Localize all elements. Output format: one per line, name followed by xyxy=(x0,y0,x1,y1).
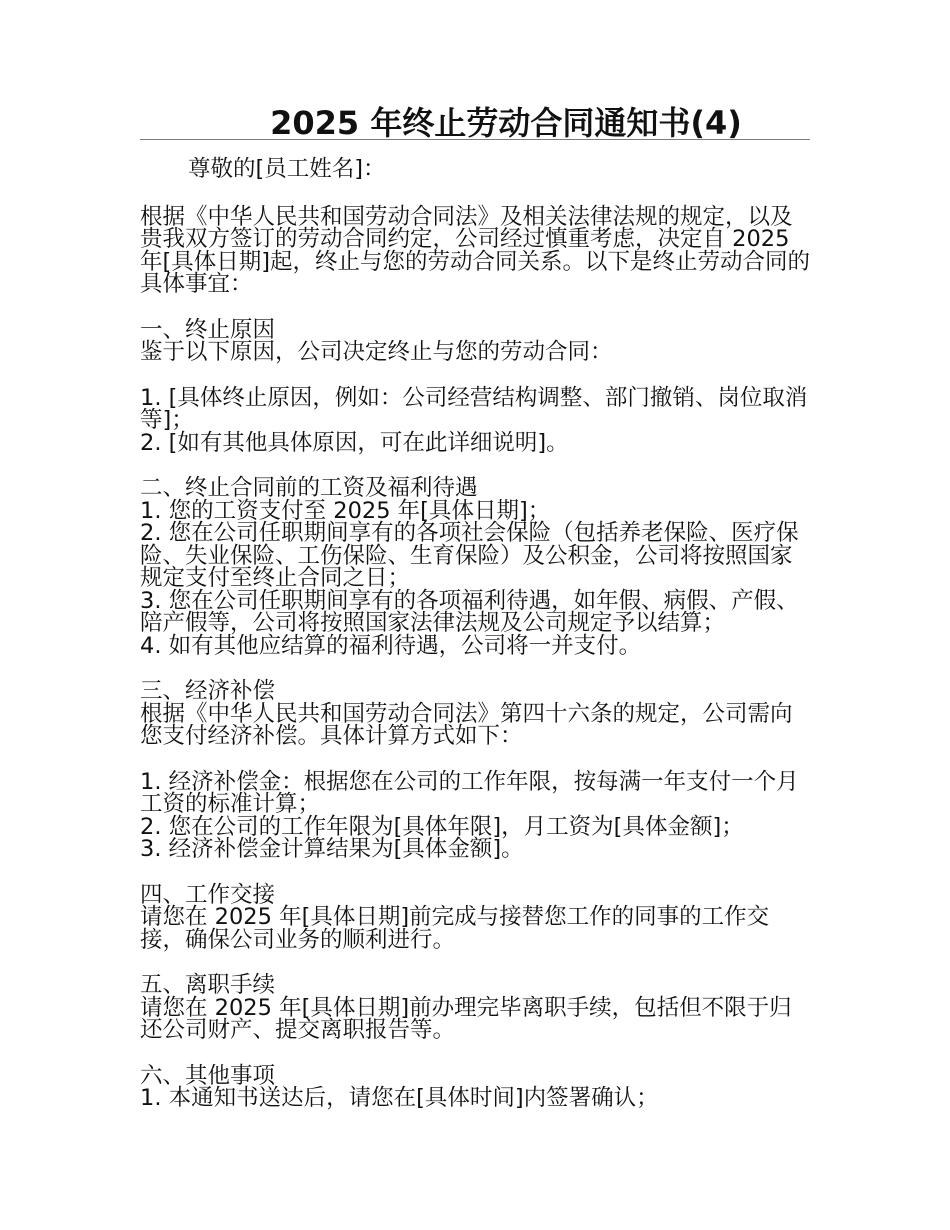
list-item: 1. [具体终止原因，例如：公司经营结构调整、部门撤销、岗位取消等]； xyxy=(140,384,808,433)
document-title: 2025 年终止劳动合同通知书(4) xyxy=(270,104,742,142)
list-item: 2. 您在公司的工作年限为[具体年限]，月工资为[具体金额]； xyxy=(140,813,744,840)
intro-paragraph: 根据《中华人民共和国劳动合同法》及相关法律法规的规定，以及贵我双方签订的劳动合同约定，公司经过慎重考虑，决定自 2025 年[具体日期]起，终止与您的劳动合同关系。以下是终止劳动合同的具体事宜： xyxy=(140,203,811,297)
section-heading: 五、离职手续 xyxy=(140,972,276,998)
section-lead: 根据《中华人民共和国劳动合同法》第四十六条的规定，公司需向您支付经济补偿。具体计算方式如下： xyxy=(140,700,793,749)
section-lead: 请您在 2025 年[具体日期]前办理完毕离职手续，包括但不限于归还公司财产、提交离职报告等。 xyxy=(140,994,792,1043)
list-item: 3. 您在公司任职期间享有的各项福利待遇，如年假、病假、产假、陪产假等，公司将按照国家法律法规及公司规定予以结算； xyxy=(140,587,799,636)
list-item: 1. 经济补偿金：根据您在公司的工作年限，按每满一年支付一个月工资的标准计算； xyxy=(140,768,799,817)
section-resignation-procedures xyxy=(140,974,812,1042)
list-item: 4. 如有其他应结算的福利待遇，公司将一并支付。 xyxy=(140,632,642,659)
list-item: 1. 本通知书送达后，请您在[具体时间]内签署确认； xyxy=(140,1085,659,1111)
section-wages-benefits xyxy=(140,477,812,657)
section-economic-compensation xyxy=(140,680,812,861)
document-body xyxy=(140,158,812,1110)
greeting: 尊敬的[员工姓名]： xyxy=(188,156,386,182)
list-item: 2. 您在公司任职期间享有的各项社会保险（包括养老保险、医疗保险、失业保险、工伤保险、生育保险）及公积金，公司将按照国家规定支付至终止合同之日； xyxy=(140,520,799,591)
list-item: 2. [如有其他具体原因，可在此详细说明]。 xyxy=(140,429,569,456)
section-heading: 二、终止合同前的工资及福利待遇 xyxy=(140,475,478,501)
section-heading: 三、经济补偿 xyxy=(140,678,276,704)
section-termination-reason xyxy=(140,316,812,456)
list-item: 1. 您的工资支付至 2025 年[具体日期]； xyxy=(140,497,551,524)
list-item: 3. 经济补偿金计算结果为[具体金额]。 xyxy=(140,836,524,862)
section-work-handover xyxy=(140,881,812,953)
section-heading: 一、终止原因 xyxy=(140,316,276,343)
section-lead: 请您在 2025 年[具体日期]前完成与接替您工作的同事的工作交接，确保公司业务的顺利进行。 xyxy=(140,904,770,953)
section-lead: 鉴于以下原因，公司决定终止与您的劳动合同： xyxy=(140,339,613,365)
section-heading: 四、工作交接 xyxy=(140,881,276,908)
section-other-matters xyxy=(140,1062,812,1111)
section-heading: 六、其他事项 xyxy=(140,1062,276,1089)
title-underline xyxy=(140,139,810,140)
